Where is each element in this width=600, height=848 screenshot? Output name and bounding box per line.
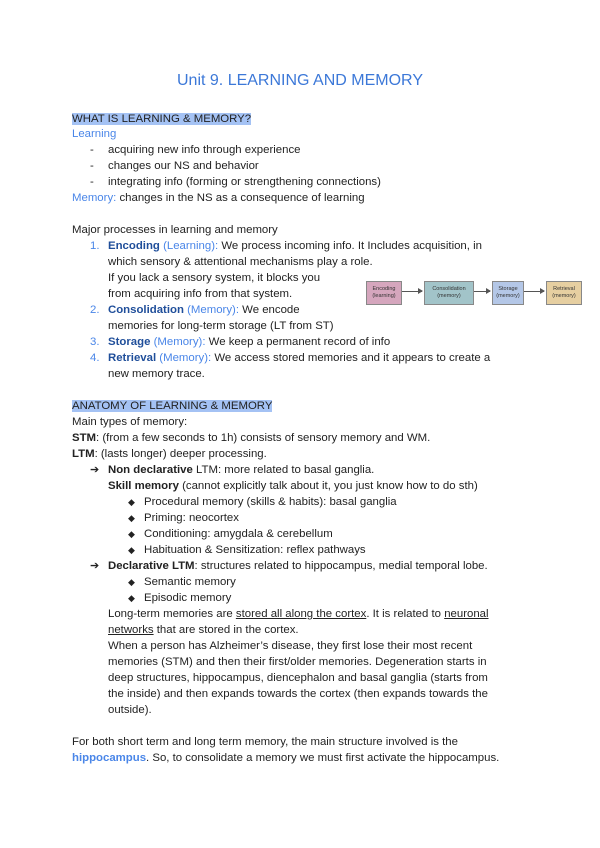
declarative-ltm: ➔ Declarative LTM: structures related to hippocampus, medial temporal lobe.	[90, 560, 488, 572]
process-text: memories for long-term storage (LT from ST)	[108, 320, 334, 332]
section-heading-what: WHAT IS LEARNING & MEMORY?	[72, 113, 252, 125]
list-item: ◆ Habituation & Sensitization: reflex pathways	[128, 544, 366, 556]
flow-arrow	[402, 291, 422, 292]
list-item: - changes our NS and behavior	[90, 160, 259, 172]
nondeclarative-ltm: ➔ Non declarative LTM: more related to basal ganglia.	[90, 464, 375, 476]
section-heading-anatomy: ANATOMY OF LEARNING & MEMORY	[72, 400, 273, 412]
flow-box-consolidation: Consolidation (memory)	[424, 281, 474, 305]
page-title: Unit 9. LEARNING AND MEMORY	[177, 72, 423, 89]
list-item: ◆ Conditioning: amygdala & cerebellum	[128, 528, 333, 540]
flow-arrow	[474, 291, 490, 292]
process-text: If you lack a sensory system, it blocks you	[108, 272, 321, 284]
final-paragraph: For both short term and long term memory, the main structure involved is the	[72, 736, 458, 748]
alzheimer-paragraph: When a person has Alzheimer’s disease, they first lose their most recent	[108, 640, 473, 652]
list-item: ◆ Procedural memory (skills & habits): basal ganglia	[128, 496, 397, 508]
skill-memory: Skill memory (cannot explicitly talk about it, you just know how to do sth)	[108, 480, 478, 492]
main-types-label: Main types of memory:	[72, 416, 188, 428]
list-item: - acquiring new info through experience	[90, 144, 301, 156]
flow-box-retrieval: Retrieval (memory)	[546, 281, 582, 305]
process-retrieval: 4. Retrieval (Memory): We access stored memories and it appears to create a	[90, 352, 491, 364]
process-storage: 3. Storage (Memory): We keep a permanent record of info	[90, 336, 391, 348]
process-encoding: 1. Encoding (Learning): We process incoming info. It Includes acquisition, in	[90, 240, 482, 252]
final-paragraph: hippocampus. So, to consolidate a memory we must first activate the hippocampus.	[72, 752, 500, 764]
flow-box-encoding: Encoding (learning)	[366, 281, 402, 305]
list-item: - integrating info (forming or strengthening connections)	[90, 176, 381, 188]
process-text: from acquiring info from that system.	[108, 288, 293, 300]
list-item: ◆ Semantic memory	[128, 576, 236, 588]
process-text: which sensory & attentional mechanisms play a role.	[108, 256, 373, 268]
ltm-paragraph: networks that are stored in the cortex.	[108, 624, 299, 636]
major-processes-heading: Major processes in learning and memory	[72, 224, 278, 236]
list-item: ◆ Episodic memory	[128, 592, 232, 604]
ltm-paragraph: Long-term memories are stored all along the cortex. It is related to neuronal	[108, 608, 489, 620]
flow-arrow	[524, 291, 544, 292]
alzheimer-paragraph: the inside) and then expands towards the cortex (then expands towards the	[108, 688, 488, 700]
list-item: ◆ Priming: neocortex	[128, 512, 239, 524]
process-consolidation: 2. Consolidation (Memory): We encode	[90, 304, 300, 316]
stm-definition: STM: (from a few seconds to 1h) consists of sensory memory and WM.	[72, 432, 431, 444]
learning-label: Learning	[72, 128, 117, 140]
flow-box-storage: Storage (memory)	[492, 281, 524, 305]
process-text: new memory trace.	[108, 368, 205, 380]
alzheimer-paragraph: memories (STM) and then their first/older memories. Degeneration starts in	[108, 656, 487, 668]
alzheimer-paragraph: outside).	[108, 704, 152, 716]
ltm-definition: LTM: (lasts longer) deeper processing.	[72, 448, 267, 460]
memory-definition: Memory: changes in the NS as a consequence of learning	[72, 192, 365, 204]
alzheimer-paragraph: deep structures, hippocampus, diencephalon and basal ganglia (starts from	[108, 672, 488, 684]
